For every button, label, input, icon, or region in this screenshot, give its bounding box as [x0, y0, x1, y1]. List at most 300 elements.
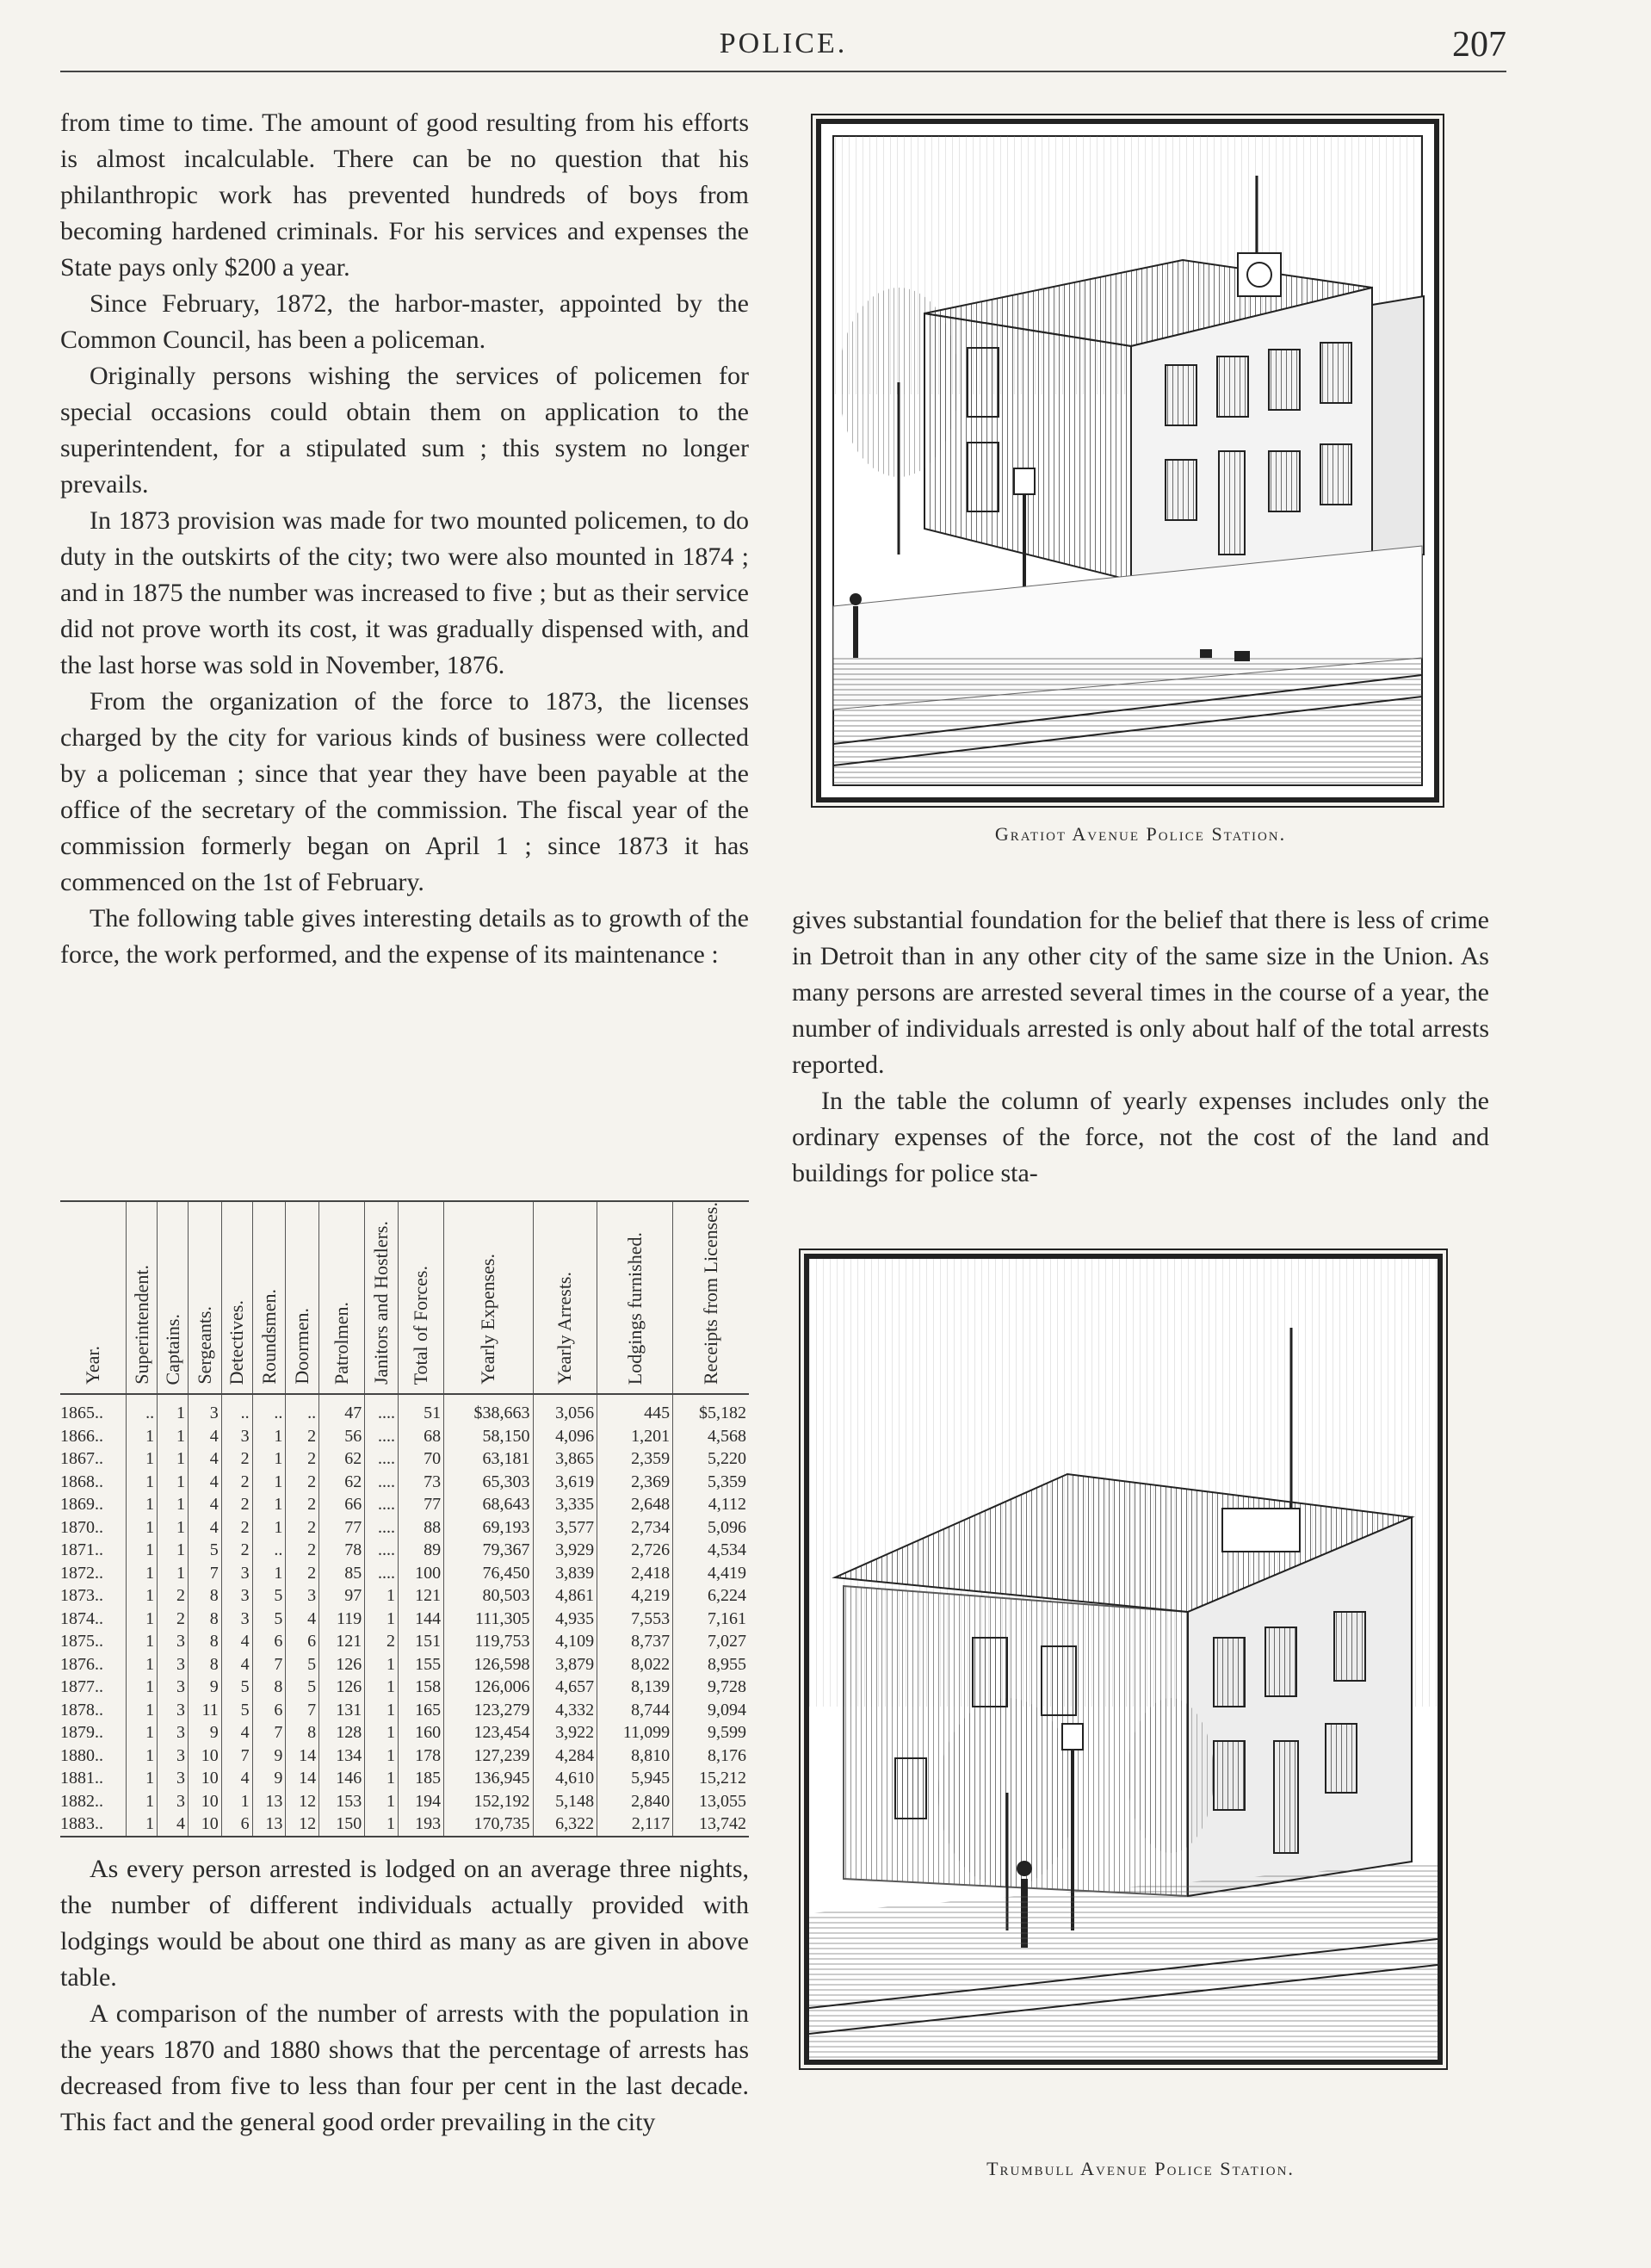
table-cell: 126,598	[444, 1653, 533, 1676]
table-row	[60, 1493, 749, 1516]
table-cell: 9,728	[673, 1676, 749, 1699]
table-cell: 69,193	[444, 1516, 533, 1540]
table-cell: 13	[252, 1790, 286, 1813]
table-cell: 1	[127, 1539, 158, 1562]
table-cell: 7,161	[673, 1608, 749, 1631]
table-cell: 8	[189, 1630, 222, 1653]
gratiot-station-engraving	[816, 119, 1439, 802]
table-cell: 2	[286, 1471, 319, 1494]
column-header-label: Detectives.	[226, 1299, 248, 1385]
table-row	[60, 1699, 749, 1722]
table-cell: ....	[365, 1562, 399, 1585]
table-cell: 4	[221, 1721, 252, 1744]
table-cell: 77	[319, 1516, 365, 1540]
table-cell: 11	[189, 1699, 222, 1722]
table-cell: 1	[252, 1471, 286, 1494]
table-row	[60, 1721, 749, 1744]
paragraph: Since February, 1872, the harbor-master, appointed by the Common Council, has been a policeman.	[60, 289, 749, 354]
table-cell: 7	[286, 1699, 319, 1722]
table-cell: 2	[286, 1562, 319, 1585]
table-cell: 1	[158, 1562, 189, 1585]
table-cell: 3,619	[533, 1471, 597, 1494]
table-cell: 7	[189, 1562, 222, 1585]
table-cell: 153	[319, 1790, 365, 1813]
table-cell: 7	[221, 1744, 252, 1768]
table-cell: 51	[399, 1394, 444, 1425]
table-cell: 7	[252, 1721, 286, 1744]
table-cell: ....	[365, 1539, 399, 1562]
table-cell: 8,737	[597, 1630, 673, 1653]
table-cell: 1877..	[60, 1677, 103, 1696]
table-cell: 1	[158, 1516, 189, 1540]
table-row	[60, 1767, 749, 1790]
table-cell: 2,648	[597, 1493, 673, 1516]
table-cell: 2	[221, 1539, 252, 1562]
table-cell: 151	[399, 1630, 444, 1653]
table-cell: 194	[399, 1790, 444, 1813]
table-cell: 58,150	[444, 1425, 533, 1448]
table-cell: 1	[221, 1790, 252, 1813]
table-cell: 1	[127, 1767, 158, 1790]
table-cell: 3	[221, 1584, 252, 1608]
table-cell: 1	[365, 1813, 399, 1837]
table-cell: 1870..	[60, 1517, 103, 1537]
table-cell: 5	[252, 1584, 286, 1608]
table-cell: $38,663	[444, 1394, 533, 1425]
paragraph: from time to time. The amount of good resulting from his efforts is almost incalculable. There can be no question that his philanthropic work has prevented hundreds of boys from becoming hardened criminals. For his services and expenses the State pays only $200 a year.	[60, 108, 749, 282]
table-cell: 5	[221, 1676, 252, 1699]
table-cell: 10	[189, 1767, 222, 1790]
table-cell: 1	[127, 1721, 158, 1744]
gratiot-caption: Gratiot Avenue Police Station.	[994, 823, 1287, 845]
table-cell: 1	[127, 1608, 158, 1631]
table-cell: 2,369	[597, 1471, 673, 1494]
table-cell: 150	[319, 1813, 365, 1837]
table-cell: 6	[252, 1699, 286, 1722]
table-cell: 1	[252, 1516, 286, 1540]
table-cell: 2,359	[597, 1447, 673, 1471]
table-cell: 123,279	[444, 1699, 533, 1722]
page-title: POLICE.	[719, 28, 848, 59]
table-cell: 152,192	[444, 1790, 533, 1813]
table-cell: 4,284	[533, 1744, 597, 1768]
table-cell: 1882..	[60, 1791, 103, 1811]
column-header	[365, 1201, 399, 1394]
police-statistics-table	[60, 1200, 749, 1837]
table-cell: 4,861	[533, 1584, 597, 1608]
table-cell: 6	[286, 1630, 319, 1653]
table-cell: 3	[286, 1584, 319, 1608]
column-header-label: Janitors and Hostlers.	[370, 1220, 393, 1385]
table-cell: 1	[127, 1447, 158, 1471]
table-cell: 127,239	[444, 1744, 533, 1768]
table-cell: 14	[286, 1767, 319, 1790]
column-header	[399, 1201, 444, 1394]
table-cell: 126	[319, 1653, 365, 1676]
table-cell: 13	[252, 1813, 286, 1837]
table-cell: 4	[286, 1608, 319, 1631]
table-cell: ....	[365, 1394, 399, 1425]
table-cell: 1	[127, 1471, 158, 1494]
table-cell: 1881..	[60, 1769, 103, 1788]
table-cell: 2	[286, 1516, 319, 1540]
table-cell: 7	[252, 1653, 286, 1676]
table-cell: 5,096	[673, 1516, 749, 1540]
table-row	[60, 1539, 749, 1562]
table-cell: 3	[221, 1425, 252, 1448]
table-cell: 2,734	[597, 1516, 673, 1540]
table-cell: 63,181	[444, 1447, 533, 1471]
table-cell: 8	[286, 1721, 319, 1744]
column-header	[597, 1201, 673, 1394]
table-row	[60, 1653, 749, 1676]
table-cell: 1868..	[60, 1472, 103, 1491]
table-cell: 4,534	[673, 1539, 749, 1562]
table-cell: 1	[365, 1676, 399, 1699]
table-cell: 8	[189, 1584, 222, 1608]
table-cell: 1,201	[597, 1425, 673, 1448]
table-cell: 2,117	[597, 1813, 673, 1837]
table-row	[60, 1744, 749, 1768]
table-cell: ....	[365, 1493, 399, 1516]
table-cell: 1	[365, 1653, 399, 1676]
table-cell: 1	[158, 1539, 189, 1562]
table-cell: 1	[127, 1516, 158, 1540]
table-cell: 1	[127, 1699, 158, 1722]
table-row	[60, 1608, 749, 1631]
table-cell: 1	[158, 1394, 189, 1425]
table-cell: 3	[189, 1394, 222, 1425]
table-cell: 1	[127, 1425, 158, 1448]
table-cell: 5,359	[673, 1471, 749, 1494]
table-cell: 11,099	[597, 1721, 673, 1744]
table-cell: 65,303	[444, 1471, 533, 1494]
table-cell: 6,322	[533, 1813, 597, 1837]
paragraph: From the organization of the force to 1873, the licenses charged by the city for various kinds of business were collected by a policeman ; since that year they have been payable at the office of the secretary of the commission. The fiscal year of the commission formerly began on April 1 ; since 1873 it has commenced on the 1st of February.	[60, 687, 749, 896]
table-cell: 119	[319, 1608, 365, 1631]
column-header-label: Captains.	[161, 1313, 183, 1385]
table-cell: 1	[158, 1493, 189, 1516]
table-cell: 2,840	[597, 1790, 673, 1813]
table-cell: 4,935	[533, 1608, 597, 1631]
table-cell: 1866..	[60, 1426, 103, 1446]
table-cell: 1883..	[60, 1814, 103, 1833]
table-cell: 8	[189, 1653, 222, 1676]
table-cell: 47	[319, 1394, 365, 1425]
table-cell: 13,742	[673, 1813, 749, 1837]
column-header	[189, 1201, 222, 1394]
table-cell: 165	[399, 1699, 444, 1722]
table-row	[60, 1447, 749, 1471]
table-cell: 1878..	[60, 1700, 103, 1720]
table-cell: 4,657	[533, 1676, 597, 1699]
running-head	[60, 25, 1506, 69]
column-header	[60, 1201, 127, 1394]
table-cell: 1	[365, 1744, 399, 1768]
page-number: 207	[1452, 25, 1506, 65]
table-cell: 3	[158, 1790, 189, 1813]
table-cell: 136,945	[444, 1767, 533, 1790]
table-cell: 3	[158, 1699, 189, 1722]
table-cell: 8,022	[597, 1653, 673, 1676]
table-cell: 8	[252, 1676, 286, 1699]
table-cell: ....	[365, 1516, 399, 1540]
table-cell: 15,212	[673, 1767, 749, 1790]
table-cell: 7,553	[597, 1608, 673, 1631]
table-cell: 3,839	[533, 1562, 597, 1585]
table-row	[60, 1584, 749, 1608]
column-header-label: Doormen.	[291, 1308, 313, 1385]
table-cell: 9,599	[673, 1721, 749, 1744]
table-cell: 1	[127, 1653, 158, 1676]
table-cell: 56	[319, 1425, 365, 1448]
table-cell: 4,610	[533, 1767, 597, 1790]
table-cell: ..	[221, 1394, 252, 1425]
table-cell: 4,109	[533, 1630, 597, 1653]
table-cell: 4	[189, 1516, 222, 1540]
table-cell: 6	[252, 1630, 286, 1653]
table-cell: 4	[189, 1447, 222, 1471]
column-header	[221, 1201, 252, 1394]
table-cell: 1876..	[60, 1654, 103, 1674]
table-cell: 7,027	[673, 1630, 749, 1653]
table-cell: 170,735	[444, 1813, 533, 1837]
trumbull-station-illustration	[809, 1259, 1438, 2060]
table-cell: 5	[221, 1699, 252, 1722]
table-cell: 3	[158, 1767, 189, 1790]
table-row	[60, 1630, 749, 1653]
table-cell: 4,419	[673, 1562, 749, 1585]
table-cell: 4,568	[673, 1425, 749, 1448]
table-cell: ....	[365, 1447, 399, 1471]
paragraph: In the table the column of yearly expenses includes only the ordinary expenses of the force, not the cost of the land and buildings for police sta-	[792, 1087, 1489, 1187]
table-cell: 1	[127, 1676, 158, 1699]
table-cell: 14	[286, 1744, 319, 1768]
table-cell: 6,224	[673, 1584, 749, 1608]
table-row	[60, 1394, 749, 1425]
table-cell: ..	[286, 1394, 319, 1425]
table-cell: 1	[365, 1790, 399, 1813]
table-cell: 10	[189, 1813, 222, 1837]
table-cell: 8,955	[673, 1653, 749, 1676]
table-cell: 9,094	[673, 1699, 749, 1722]
table-cell: 4	[221, 1630, 252, 1653]
column-header	[286, 1201, 319, 1394]
table-cell: 9	[252, 1744, 286, 1768]
table-cell: 1	[127, 1813, 158, 1837]
table-cell: 2	[158, 1584, 189, 1608]
table-cell: 66	[319, 1493, 365, 1516]
table-cell: 126,006	[444, 1676, 533, 1699]
table-cell: 1	[158, 1425, 189, 1448]
table-cell: 1	[365, 1699, 399, 1722]
column-header	[533, 1201, 597, 1394]
column-header-label: Sergeants.	[193, 1306, 215, 1385]
table-cell: 3,577	[533, 1516, 597, 1540]
table-cell: 70	[399, 1447, 444, 1471]
table-cell: 1	[365, 1584, 399, 1608]
table-cell: 123,454	[444, 1721, 533, 1744]
table-cell: 9	[189, 1676, 222, 1699]
table-cell: 100	[399, 1562, 444, 1585]
left-column-text	[60, 105, 749, 973]
table-cell: 88	[399, 1516, 444, 1540]
table-cell: 5	[286, 1676, 319, 1699]
table-cell: 62	[319, 1447, 365, 1471]
table-cell: 4	[189, 1493, 222, 1516]
table-cell: 3,879	[533, 1653, 597, 1676]
table-cell: 1	[365, 1767, 399, 1790]
table-cell: 5,148	[533, 1790, 597, 1813]
column-header-label: Yearly Arrests.	[553, 1272, 576, 1385]
table-cell: 4,332	[533, 1699, 597, 1722]
table-cell: 119,753	[444, 1630, 533, 1653]
table-cell: 5,945	[597, 1767, 673, 1790]
table-row	[60, 1471, 749, 1494]
table-row	[60, 1790, 749, 1813]
table-cell: 77	[399, 1493, 444, 1516]
column-header	[158, 1201, 189, 1394]
table-cell: 79,367	[444, 1539, 533, 1562]
column-header	[252, 1201, 286, 1394]
table-cell: 1874..	[60, 1608, 103, 1628]
table-cell: 158	[399, 1676, 444, 1699]
table-cell: 2	[286, 1425, 319, 1448]
table-cell: 185	[399, 1767, 444, 1790]
table-cell: 193	[399, 1813, 444, 1837]
table-cell: 4,096	[533, 1425, 597, 1448]
table-cell: 3	[221, 1608, 252, 1631]
table-cell: 76,450	[444, 1562, 533, 1585]
table-cell: 1	[127, 1584, 158, 1608]
column-header	[319, 1201, 365, 1394]
table-cell: 131	[319, 1699, 365, 1722]
table-cell: 4,219	[597, 1584, 673, 1608]
table-cell: $5,182	[673, 1394, 749, 1425]
table-cell: 146	[319, 1767, 365, 1790]
table-cell: 97	[319, 1584, 365, 1608]
table-cell: 2	[221, 1493, 252, 1516]
table-cell: 144	[399, 1608, 444, 1631]
table-cell: 4	[158, 1813, 189, 1837]
table-cell: 3,929	[533, 1539, 597, 1562]
table-cell: 128	[319, 1721, 365, 1744]
table-cell: ....	[365, 1471, 399, 1494]
table-cell: 8	[189, 1608, 222, 1631]
paragraph: A comparison of the number of arrests with the population in the years 1870 and 1880 shows that the percentage of arrests has decreased from five to less than four per cent in the last decade. This fact and the general good order prevailing in the city	[60, 1999, 749, 2136]
table-cell: 3	[158, 1744, 189, 1768]
table-cell: 1	[158, 1471, 189, 1494]
column-header-label: Lodgings furnished.	[623, 1231, 646, 1385]
table-cell: 1873..	[60, 1586, 103, 1605]
table-cell: 10	[189, 1790, 222, 1813]
table-cell: 2	[221, 1471, 252, 1494]
table-cell: 3	[158, 1721, 189, 1744]
table-cell: 2	[286, 1493, 319, 1516]
table-row	[60, 1425, 749, 1448]
table-cell: 5	[286, 1653, 319, 1676]
header-rule	[60, 71, 1506, 72]
table-cell: 5	[189, 1539, 222, 1562]
table-cell: 1	[252, 1425, 286, 1448]
table-cell: 8,744	[597, 1699, 673, 1722]
column-header-label: Year.	[82, 1346, 104, 1385]
table-cell: 78	[319, 1539, 365, 1562]
paragraph: Originally persons wishing the services of policemen for special occasions could obtain them on application to the superintendent, for a stipulated sum ; this system no longer prevails.	[60, 362, 749, 499]
table-header-row	[60, 1201, 749, 1394]
table-cell: 4	[221, 1653, 252, 1676]
table-cell: 2	[221, 1516, 252, 1540]
column-header	[127, 1201, 158, 1394]
table-cell: 1871..	[60, 1540, 103, 1559]
table-cell: 8,139	[597, 1676, 673, 1699]
gratiot-station-illustration	[821, 124, 1434, 797]
table-cell: 9	[189, 1721, 222, 1744]
table-cell: 178	[399, 1744, 444, 1768]
table-cell: 1872..	[60, 1563, 103, 1583]
table-cell: 1	[252, 1493, 286, 1516]
table-cell: 2	[286, 1539, 319, 1562]
table-cell: 3	[158, 1676, 189, 1699]
table-cell: 8,176	[673, 1744, 749, 1768]
table-cell: 1	[365, 1721, 399, 1744]
table-cell: 68	[399, 1425, 444, 1448]
column-header-label: Patrolmen.	[331, 1302, 353, 1385]
table-cell: 9	[252, 1767, 286, 1790]
table-cell: 121	[399, 1584, 444, 1608]
paragraph: As every person arrested is lodged on an average three nights, the number of different individuals actually provided with lodgings would be about one third as many as are given in above table.	[60, 1855, 749, 1992]
table-cell: 1879..	[60, 1723, 103, 1742]
table-cell: 121	[319, 1630, 365, 1653]
column-header-label: Superintendent.	[130, 1265, 152, 1385]
table-cell: 10	[189, 1744, 222, 1768]
table-cell: 1	[127, 1562, 158, 1585]
table-cell: 80,503	[444, 1584, 533, 1608]
table-cell: 2	[158, 1608, 189, 1631]
table-cell: ..	[252, 1394, 286, 1425]
table-cell: 445	[597, 1394, 673, 1425]
column-header	[673, 1201, 749, 1394]
table-cell: ..	[127, 1394, 158, 1425]
column-header	[444, 1201, 533, 1394]
column-header-label: Roundsmen.	[257, 1289, 280, 1385]
table-cell: 3,335	[533, 1493, 597, 1516]
table-cell: 1875..	[60, 1632, 103, 1651]
table-cell: 3,922	[533, 1721, 597, 1744]
paragraph: The following table gives interesting details as to growth of the force, the work performed, and the expense of its maintenance :	[60, 904, 749, 969]
paragraph: gives substantial foundation for the belief that there is less of crime in Detroit than in any other city of the same size in the Union. As many persons are arrested several times in the course of a year, the number of individuals arrested is only about half of the total arrests reported.	[792, 906, 1489, 1079]
table-cell: 1	[127, 1630, 158, 1653]
table-row	[60, 1676, 749, 1699]
right-column-text	[792, 902, 1489, 1192]
table-cell: 85	[319, 1562, 365, 1585]
table-row	[60, 1813, 749, 1837]
table-cell: 5	[252, 1608, 286, 1631]
table-cell: 3,056	[533, 1394, 597, 1425]
table-cell: 1	[252, 1447, 286, 1471]
table-cell: 1	[158, 1447, 189, 1471]
table-cell: 1	[365, 1608, 399, 1631]
table-body	[60, 1394, 749, 1837]
table-cell: 155	[399, 1653, 444, 1676]
table-cell: 12	[286, 1790, 319, 1813]
table-cell: 2	[286, 1447, 319, 1471]
trumbull-station-engraving	[804, 1254, 1443, 2065]
column-header-label: Receipts from Licenses.	[700, 1202, 722, 1385]
table-cell: 6	[221, 1813, 252, 1837]
table-cell: 3,865	[533, 1447, 597, 1471]
table-cell: ..	[252, 1539, 286, 1562]
